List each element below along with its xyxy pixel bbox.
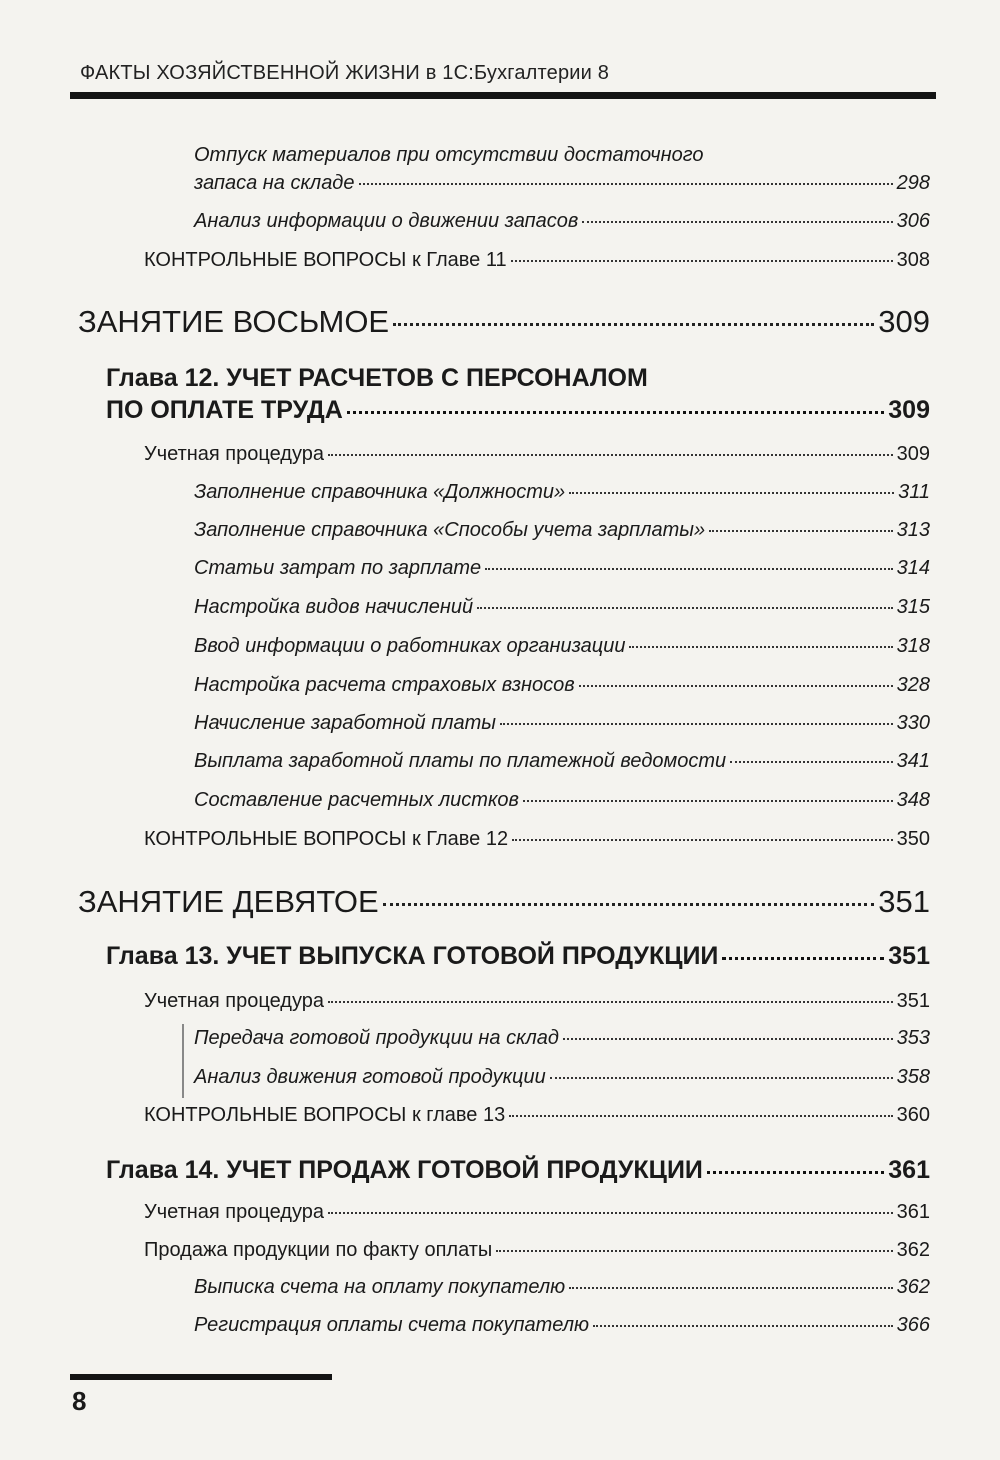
dot-leader bbox=[709, 530, 893, 532]
toc-entry-page: 315 bbox=[896, 596, 930, 618]
toc-entry-label: запаса на складе bbox=[194, 172, 355, 194]
toc-chapter-12[interactable] bbox=[106, 396, 930, 425]
toc-chapter-14[interactable] bbox=[106, 1156, 930, 1185]
dot-leader bbox=[582, 221, 892, 223]
running-header: ФАКТЫ ХОЗЯЙСТВЕННОЙ ЖИЗНИ в 1С:Бухгалтерии 8 bbox=[80, 62, 610, 84]
dot-leader bbox=[593, 1325, 893, 1327]
toc-subentry[interactable] bbox=[194, 635, 930, 658]
toc-entry-label: Продажа продукции по факту оплаты bbox=[144, 1239, 493, 1261]
footer-rule bbox=[70, 1374, 332, 1380]
toc-entry-label: Анализ информации о движении запасов bbox=[194, 210, 579, 232]
toc-chapter-12-title-line1: Глава 12. УЧЕТ РАСЧЕТОВ С ПЕРСОНАЛОМ bbox=[106, 364, 648, 392]
toc-entry-page: 311 bbox=[898, 481, 930, 503]
toc-chapter-page: 361 bbox=[888, 1156, 930, 1184]
toc-entry-page: 360 bbox=[896, 1104, 930, 1126]
toc-entry-label: Выплата заработной платы по платежной ведомости bbox=[194, 750, 727, 772]
toc-subentry[interactable] bbox=[194, 712, 930, 735]
toc-entry-page: 313 bbox=[896, 519, 930, 541]
toc-subentry[interactable] bbox=[194, 1276, 930, 1299]
dot-leader bbox=[512, 839, 893, 841]
toc-lesson-title: ЗАНЯТИЕ ДЕВЯТОЕ bbox=[78, 884, 379, 919]
toc-lesson-title: ЗАНЯТИЕ ВОСЬМОЕ bbox=[78, 304, 390, 339]
toc-entry-label: Регистрация оплаты счета покупателю bbox=[194, 1314, 590, 1336]
dot-leader bbox=[485, 568, 892, 570]
toc-entry-label: Составление расчетных листков bbox=[194, 789, 519, 811]
dot-leader bbox=[496, 1250, 892, 1252]
toc-entry-label: Начисление заработной платы bbox=[194, 712, 496, 734]
dot-leader bbox=[569, 492, 894, 494]
dot-leader bbox=[328, 454, 893, 456]
toc-subentry[interactable] bbox=[194, 750, 930, 773]
toc-entry-label: Учетная процедура bbox=[144, 1201, 324, 1223]
toc-subentry[interactable] bbox=[194, 674, 930, 697]
toc-entry-procedure[interactable] bbox=[144, 990, 930, 1013]
toc-subentry[interactable] bbox=[194, 1027, 930, 1050]
toc-entry-label: Ввод информации о работниках организации bbox=[194, 635, 626, 657]
toc-entry-questions[interactable] bbox=[144, 249, 930, 272]
toc-lesson-8[interactable] bbox=[78, 304, 930, 340]
toc-entry-page: 350 bbox=[896, 828, 930, 850]
dot-leader bbox=[629, 646, 892, 648]
dot-leader bbox=[393, 323, 874, 326]
dot-leader bbox=[722, 957, 884, 960]
toc-subentry[interactable] bbox=[194, 1314, 930, 1337]
toc-subentry[interactable] bbox=[194, 557, 930, 580]
toc-entry-page: 362 bbox=[896, 1239, 930, 1261]
toc-chapter-title: Глава 13. УЧЕТ ВЫПУСКА ГОТОВОЙ ПРОДУКЦИИ bbox=[106, 942, 719, 970]
toc-entry-page: 348 bbox=[896, 789, 930, 811]
toc-entry-label: КОНТРОЛЬНЫЕ ВОПРОСЫ к Главе 11 bbox=[144, 249, 507, 271]
toc-entry-page: 308 bbox=[896, 249, 930, 271]
dot-leader bbox=[359, 183, 893, 185]
toc-entry-label: Выписка счета на оплату покупателю bbox=[194, 1276, 566, 1298]
dot-leader bbox=[569, 1287, 892, 1289]
dot-leader bbox=[523, 800, 893, 802]
toc-entry-page: 309 bbox=[896, 443, 930, 465]
dot-leader bbox=[477, 607, 892, 609]
toc-chapter-title: Глава 14. УЧЕТ ПРОДАЖ ГОТОВОЙ ПРОДУКЦИИ bbox=[106, 1156, 703, 1184]
dot-leader bbox=[579, 685, 893, 687]
toc-subentry[interactable] bbox=[194, 596, 930, 619]
toc-entry-label: Заполнение справочника «Способы учета зарплаты» bbox=[194, 519, 706, 541]
toc-entry-page: 306 bbox=[896, 210, 930, 232]
toc-entry-label: Настройка расчета страховых взносов bbox=[194, 674, 575, 696]
toc-entry-page: 298 bbox=[896, 172, 930, 194]
toc-entry-label: Заполнение справочника «Должности» bbox=[194, 481, 566, 503]
toc-entry-procedure[interactable] bbox=[144, 443, 930, 466]
margin-bar bbox=[182, 1024, 184, 1098]
toc-lesson-9[interactable] bbox=[78, 884, 930, 920]
dot-leader bbox=[550, 1077, 893, 1079]
toc-entry-line1: Отпуск материалов при отсутствии достаточного bbox=[194, 144, 704, 166]
toc-chapter-13[interactable] bbox=[106, 942, 930, 971]
toc-entry-page: 330 bbox=[896, 712, 930, 734]
toc-lesson-page: 309 bbox=[878, 304, 930, 339]
toc-chapter-title: ПО ОПЛАТЕ ТРУДА bbox=[106, 396, 343, 424]
toc-entry-label: Передача готовой продукции на склад bbox=[194, 1027, 559, 1049]
toc-entry-page: 318 bbox=[896, 635, 930, 657]
toc-lesson-page: 351 bbox=[878, 884, 930, 919]
dot-leader bbox=[328, 1212, 893, 1214]
toc-entry-label: КОНТРОЛЬНЫЕ ВОПРОСЫ к главе 13 bbox=[144, 1104, 506, 1126]
dot-leader bbox=[563, 1038, 893, 1040]
toc-entry-page: 328 bbox=[896, 674, 930, 696]
toc-chapter-page: 351 bbox=[888, 942, 930, 970]
dot-leader bbox=[730, 761, 893, 763]
dot-leader bbox=[500, 723, 893, 725]
toc-entry-page: 314 bbox=[896, 557, 930, 579]
header-rule bbox=[70, 92, 936, 99]
toc-entry-page: 362 bbox=[896, 1276, 930, 1298]
toc-chapter-page: 309 bbox=[888, 396, 930, 424]
toc-entry-label: Настройка видов начислений bbox=[194, 596, 474, 618]
dot-leader bbox=[328, 1001, 893, 1003]
toc-entry-label: Учетная процедура bbox=[144, 990, 324, 1012]
toc-entry-page: 366 bbox=[896, 1314, 930, 1336]
dot-leader bbox=[707, 1171, 884, 1174]
toc-entry-label: КОНТРОЛЬНЫЕ ВОПРОСЫ к Главе 12 bbox=[144, 828, 509, 850]
toc-entry-page: 361 bbox=[896, 1201, 930, 1223]
dot-leader bbox=[383, 903, 875, 906]
page-number: 8 bbox=[72, 1386, 87, 1416]
toc-entry-page: 353 bbox=[896, 1027, 930, 1049]
toc-entry-procedure[interactable] bbox=[144, 1201, 930, 1224]
toc-entry-questions[interactable] bbox=[144, 828, 930, 851]
dot-leader bbox=[511, 260, 893, 262]
dot-leader bbox=[509, 1115, 892, 1117]
toc-entry-page: 358 bbox=[896, 1066, 930, 1088]
toc-entry[interactable] bbox=[194, 210, 930, 233]
toc-entry[interactable] bbox=[194, 172, 930, 195]
toc-entry-page: 341 bbox=[896, 750, 930, 772]
toc-entry-page: 351 bbox=[896, 990, 930, 1012]
toc-subentry[interactable] bbox=[194, 789, 930, 812]
toc-subentry[interactable] bbox=[194, 519, 930, 542]
toc-subentry[interactable] bbox=[194, 481, 930, 504]
toc-entry-label: Учетная процедура bbox=[144, 443, 324, 465]
toc-entry-label: Статьи затрат по зарплате bbox=[194, 557, 482, 579]
toc-entry-label: Анализ движения готовой продукции bbox=[194, 1066, 546, 1088]
toc-entry-questions[interactable] bbox=[144, 1104, 930, 1127]
toc-subentry[interactable] bbox=[194, 1066, 930, 1089]
toc-entry-sale[interactable] bbox=[144, 1239, 930, 1262]
dot-leader bbox=[347, 411, 885, 414]
